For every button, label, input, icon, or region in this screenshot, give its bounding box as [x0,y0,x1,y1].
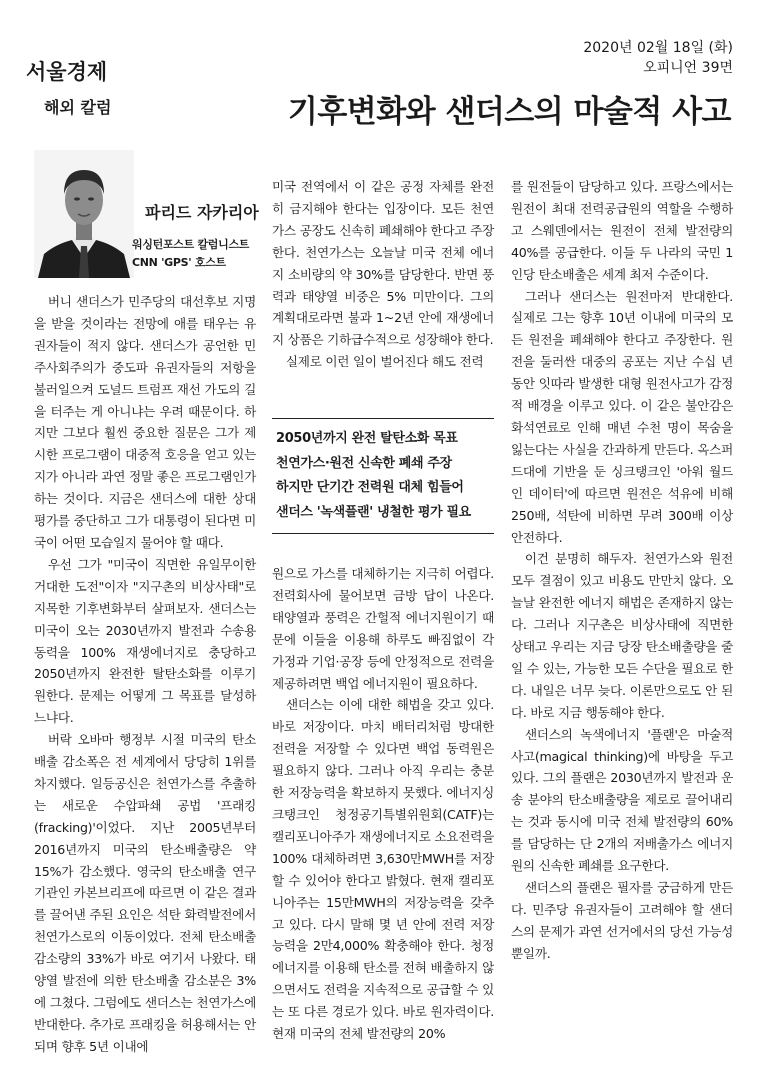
section-page: 오피니언 39면 [643,60,733,76]
pull-quote-line: 천연가스·원전 신속한 폐쇄 주장 [276,455,452,471]
author-photo [34,150,134,278]
paragraph: 실제로 이런 일이 벌어진다 해도 전력 [285,354,484,370]
pull-quote-bottom-rule [272,533,494,534]
paragraph: 이건 분명히 해두자. 천연가스와 원전 모두 결점이 있고 비용도 만만치 않다. 오늘날 완전한 에너지 해법은 존재하지 않는다. 그러나 지구촌은 비상사태에 직면한 상태고 우리는 지금 당장 탄소배출량을 줄일 수 있는, 가능한 모든 수단을 필요로 한다. 내일은 너무 늦다. 이론만으로도 안 된다. 바로 지금 행동해야 한다. [511,551,733,720]
paragraph: 그러나 샌더스는 원전마저 반대한다. 실제로 그는 향후 10년 이내에 미국의 모든 원전을 폐쇄해야 한다고 주장한다. 원전을 둘러싼 대중의 공포는 지난 수십 년 동안 잇따라 발생한 대형 원전사고가 감정적 배경을 이루고 있다. 이 같은 불안감은 화석연료로 인해 매년 수천 명이 목숨을 잃는다는 사실을 간과하게 만든다. 옥스퍼드대에 기반을 둔 싱크탱크인 '아워 월드 인 데이터'에 따르면 원전은 석유에 비해 250배, 석탄에 비하면 무려 300배 이상 안전하다. [511,288,733,545]
paragraph: 버니 샌더스가 민주당의 대선후보 지명을 받을 것이라는 전망에 애를 태우는 유권자들이 적지 않다. 샌더스가 공언한 민주사회주의가 중도파 유권자들의 저항을 불러일으켜 도널드 트럼프 재선 가도의 길을 터주는 게 아니냐는 우려 때문이다. 하지만 그보다 훨씬 중요한 질문은 그가 제시한 프로그램이 대중적 호응을 얻고 있는지가 아니라 과연 정말 좋은 프로그램인가 하는 것이다. 지금은 샌더스에 대한 상대평가를 중단하고 그가 대통령이 된다면 미국이 어떤 모습일지 물어야 할 때다. [34,294,256,550]
article-headline: 기후변화와 샌더스의 마술적 사고 [287,94,731,130]
author-role-line: 워싱턴포스트 칼럼니스트 [132,238,250,251]
paragraph: 샌더스의 플랜은 필자를 궁금하게 만든다. 민주당 유권자들이 고려해야 할 샌더스의 문제가 과연 선거에서의 당선 가능성뿐일까. [511,880,733,961]
paragraph: 버락 오바마 행정부 시절 미국의 탄소배출 감소폭은 전 세계에서 당당히 1위를 차지했다. 일등공신은 천연가스를 추출하는 새로운 수압파쇄 공법 '프래킹(fracking)'이었다. 지난 2005년부터 2016년까지 미국의 탄소배출량은 약 15%가 감소했다. 영국의 탄소배출 연구기관인 카본브리프에 따르면 이 같은 결과를 끌어낸 주된 요인은 석탄 화력발전에서 천연가스로의 이동이었다. 전체 탄소배출 감소량의 33%가 바로 여기서 나왔다. 태양열 발전에 의한 탄소배출 감소분은 3%에 그쳤다. 그럼에도 샌더스는 천연가스에 반대한다. 추가로 프래킹을 허용해서는 안 되며 향후 5년 이내에 [34,732,256,1054]
publication-info [583,38,733,78]
column-category-label: 해외 칼럼 [44,98,112,117]
pull-quote-line: 2050년까지 완전 탈탄소화 목표 [276,431,458,446]
paragraph: 를 원전들이 담당하고 있다. 프랑스에서는 원전이 최대 전력공급원의 역할을 수행하고 스웨덴에서는 원전이 전체 발전량의 40%를 공급한다. 이들 두 나라의 국민 1인당 탄소배출은 세계 최저 수준이다. [511,179,733,282]
author-roles [132,236,249,272]
article-column-3 [511,176,733,965]
pull-quote [272,418,494,534]
author-portrait-icon [34,150,134,278]
pull-quote-line: 하지만 단기간 전력원 대체 힘들어 [276,480,464,495]
article-column-2-bottom [272,563,494,1045]
paragraph: 우선 그가 "미국이 직면한 유일무이한 거대한 도전"이자 "지구촌의 비상사태"로 지목한 기후변화부터 살펴보자. 샌더스는 미국이 오는 2030년까지 발전과 수송용 동력을 100% 재생에너지로 충당하고 2050년까지 완전한 탈탄소화를 이루기 원한다. 문제는 어떻게 그 목표를 달성하느냐다. [34,556,256,726]
pull-quote-line: 샌더스 '녹색플랜' 냉철한 평가 필요 [276,504,471,520]
publication-date: 2020년 02월 18일 (화) [583,40,733,56]
article-column-1 [34,291,256,1058]
newspaper-masthead: 서울경제 [26,60,108,84]
paragraph: 원으로 가스를 대체하기는 지극히 어렵다. 전력회사에 물어보면 금방 답이 나온다. 태양열과 풍력은 간헐적 에너지원이기 때문에 이들을 이용해 하루도 빠짐없이 각 가정과 기업·공장 등에 안정적으로 전력을 제공하려면 백업 에너지원이 필요하다. [272,566,494,691]
article-column-2-top [272,176,494,373]
author-role-line: CNN 'GPS' 호스트 [132,256,226,269]
paragraph: 샌더스의 녹색에너지 '플랜'은 마술적 사고(magical thinking)에 바탕을 두고 있다. 그의 플랜은 2030년까지 발전과 운송 분야의 탄소배출량을 제로로 끌어내리는 것과 동시에 미국 전체 발전량의 60%를 담당하는 단 2개의 저배출가스 에너지원의 신속한 폐쇄를 요구한다. [511,726,733,874]
author-name: 파리드 자카리아 [145,203,259,222]
pull-quote-text [272,419,494,533]
paragraph: 샌더스는 이에 대한 해법을 갖고 있다. 바로 저장이다. 마치 배터리처럼 방대한 전력을 저장할 수 있다면 백업 동력원은 필요하지 않다. 그러나 아직 우리는 충분한 저장능력을 확보하지 못했다. 에너지싱크탱크인 청정공기특별위원회(CATF)는 캘리포니아주가 재생에너지로 소요전력을 100% 대체하려면 3,630만MWH를 저장할 수 있어야 한다고 밝혔다. 현재 캘리포니아주는 15만MWH의 저장능력을 갖추고 있다. 다시 말해 몇 년 안에 전력 저장능력을 2만4,000% 확충해야 한다. 청정에너지를 이용해 탄소를 전혀 배출하지 않으면서도 전력을 지속적으로 공급할 수 있는 또 다른 경로가 있다. 바로 원자력이다. 현재 미국의 전체 발전량의 20% [272,697,494,1042]
paragraph: 미국 전역에서 이 같은 공정 자체를 완전히 금지해야 한다는 입장이다. 모든 천연가스 공장도 신속히 폐쇄해야 한다고 주장한다. 천연가스는 오늘날 미국 전체 에너지 소비량의 약 30%를 담당한다. 반면 풍력과 태양열 비중은 5% 미만이다. 그의 계획대로라면 불과 1~2년 안에 재생에너지 상품은 기하급수적으로 성장해야 한다. [272,179,494,348]
